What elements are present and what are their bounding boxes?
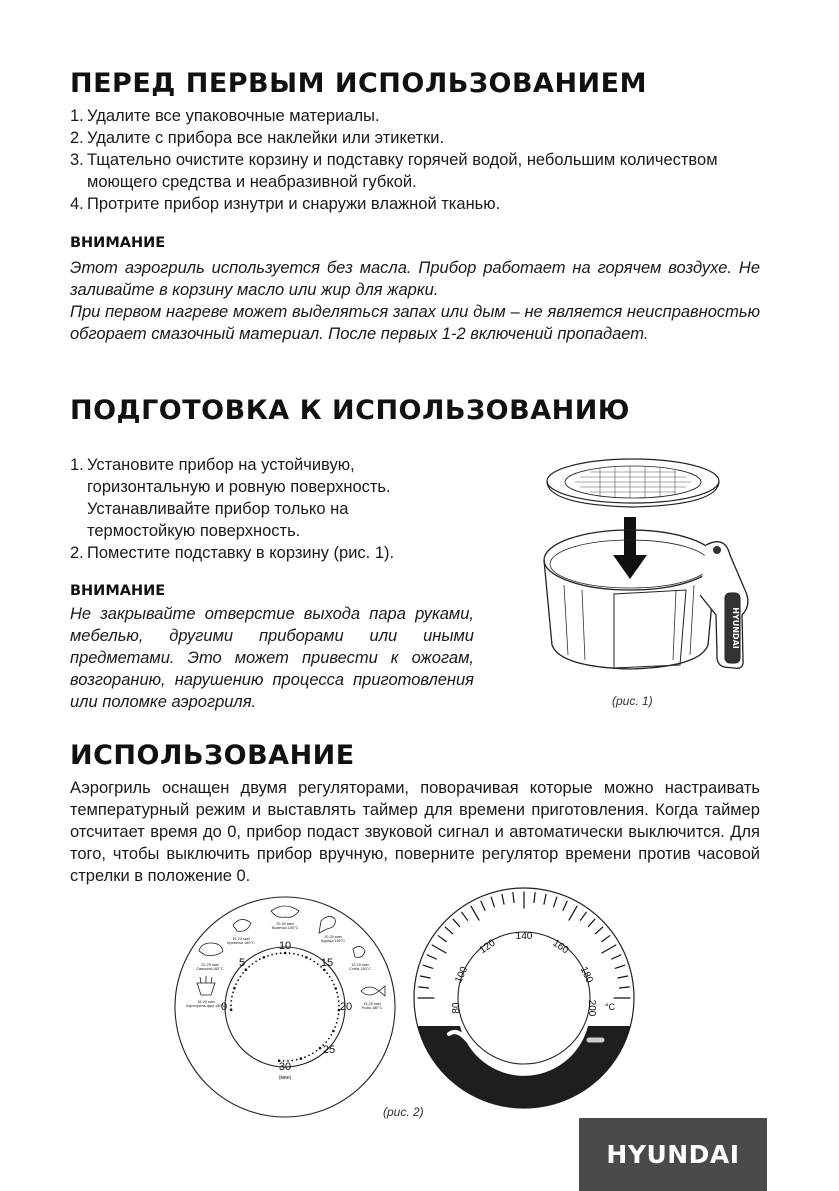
fish-icon: [361, 986, 385, 996]
timer-unit: (мин): [278, 1075, 292, 1081]
food-time: 15-20 мин: [197, 1000, 215, 1004]
shrimp-icon: [233, 919, 251, 931]
temp-mark-80: 80: [451, 1002, 462, 1014]
list-item: 2. Поместите подставку в корзину (рис. 1).: [70, 544, 395, 562]
section-title-before-first-use: ПЕРЕД ПЕРВЫМ ИСПОЛЬЗОВАНИЕМ: [70, 68, 647, 99]
timer-mark-20: 20: [339, 1001, 353, 1013]
warning-title: ВНИМАНИЕ: [70, 583, 166, 599]
warning-paragraph-1: Этот аэрогриль используется без масла. Прибор работает на горячем воздухе. Не заливайте в корзину масло или жир для жарки.: [70, 259, 760, 299]
food-name: Курица 180°C: [320, 939, 346, 943]
temperature-dial: [412, 886, 636, 1110]
temp-mark-180: 180: [577, 965, 595, 985]
temp-unit: °C: [604, 1002, 616, 1012]
food-time: 20-25 мин: [201, 963, 219, 967]
fries-icon: [197, 976, 215, 995]
usage-description: Аэрогриль оснащен двумя регуляторами, поворачивая которые можно настраивать температурный режим и выставлять таймер для времени приготовления. Когда таймер отсчитает время до 0, прибор подаст звуковой сигнал и автоматически выключится. Для того, чтобы выключить прибор вручную, поверните регулятор времени против часовой стрелки в положение 0.: [70, 779, 760, 885]
warning-steam-text: Не закрывайте отверстие выхода пара руками, мебелью, другими приборами или иными предметами. Это может привести к ожогам, возгоранию, нарушению процесса приготовления или поломке аэрогриля.: [70, 605, 474, 711]
basket-illustration: [530, 455, 770, 710]
section-title-usage: ИСПОЛЬЗОВАНИЕ: [70, 740, 355, 771]
timer-mark-0: 0: [220, 1001, 228, 1013]
list-item: 1. Удалите все упаковочные материалы.: [70, 107, 380, 125]
handle-brand-label: HYUNDAI: [731, 607, 740, 649]
warning-title: ВНИМАНИЕ: [70, 235, 166, 251]
food-time: 15-25 мин: [363, 1002, 381, 1006]
section-title-preparation: ПОДГОТОВКА К ИСПОЛЬЗОВАНИЮ: [70, 395, 631, 426]
temp-mark-100: 100: [453, 965, 471, 985]
food-name: Креветки 180°C: [227, 941, 255, 945]
croissant-icon: [271, 906, 299, 917]
food-name: Картофель фри 180°C: [186, 1004, 226, 1008]
food-name: Рыба 180°C: [361, 1006, 383, 1010]
timer-mark-25: 25: [322, 1044, 336, 1056]
steak-icon: [353, 946, 365, 957]
list-item: 2. Удалите с прибора все наклейки или этикетки.: [70, 129, 445, 147]
warning-paragraph-2: При первом нагреве может выделяться запах или дым – не является неисправностью обгорает смазочный материал. После первых 1-2 включений пропадает.: [70, 303, 760, 343]
temp-mark-140: 140: [515, 931, 533, 942]
food-time: 20-25 мин: [324, 935, 342, 939]
brand-logo: HYUNDAI: [579, 1118, 767, 1191]
food-time: 20-30 мин: [276, 922, 294, 926]
figure-1-caption: (рис. 1): [612, 694, 653, 708]
pig-icon: [199, 943, 223, 956]
timer-mark-30: 30: [278, 1061, 292, 1073]
temp-mark-160: 160: [550, 937, 571, 957]
preparation-steps: [70, 454, 415, 564]
timer-mark-10: 10: [278, 940, 292, 952]
timer-mark-5: 5: [238, 957, 246, 969]
list-item: 4. Протрите прибор изнутри и снаружи влажной тканью.: [70, 195, 501, 213]
food-time: 10-20 мин: [351, 963, 369, 967]
food-name: Выпечка 160°C: [271, 926, 299, 930]
food-name: Свинина 180°C: [196, 967, 224, 971]
food-name: Стейк 180°C: [349, 967, 371, 971]
chicken-icon: [319, 916, 335, 933]
timer-mark-15: 15: [320, 957, 334, 969]
temp-mark-120: 120: [477, 937, 498, 957]
first-use-steps: [70, 105, 770, 215]
temp-mark-200: 200: [586, 999, 597, 1017]
timer-dial: [173, 895, 398, 1120]
food-time: 15-20 мин: [232, 937, 250, 941]
figure-2-caption: (рис. 2): [383, 1105, 424, 1119]
list-item: 3. Тщательно очистите корзину и подставку горячей водой, небольшим количеством моющего средства и неабразивной губкой.: [70, 151, 718, 191]
list-item: 1. Установите прибор на устойчивую, горизонтальную и ровную поверхность. Устанавливайте прибор только на термостойкую поверхность.: [70, 456, 391, 540]
